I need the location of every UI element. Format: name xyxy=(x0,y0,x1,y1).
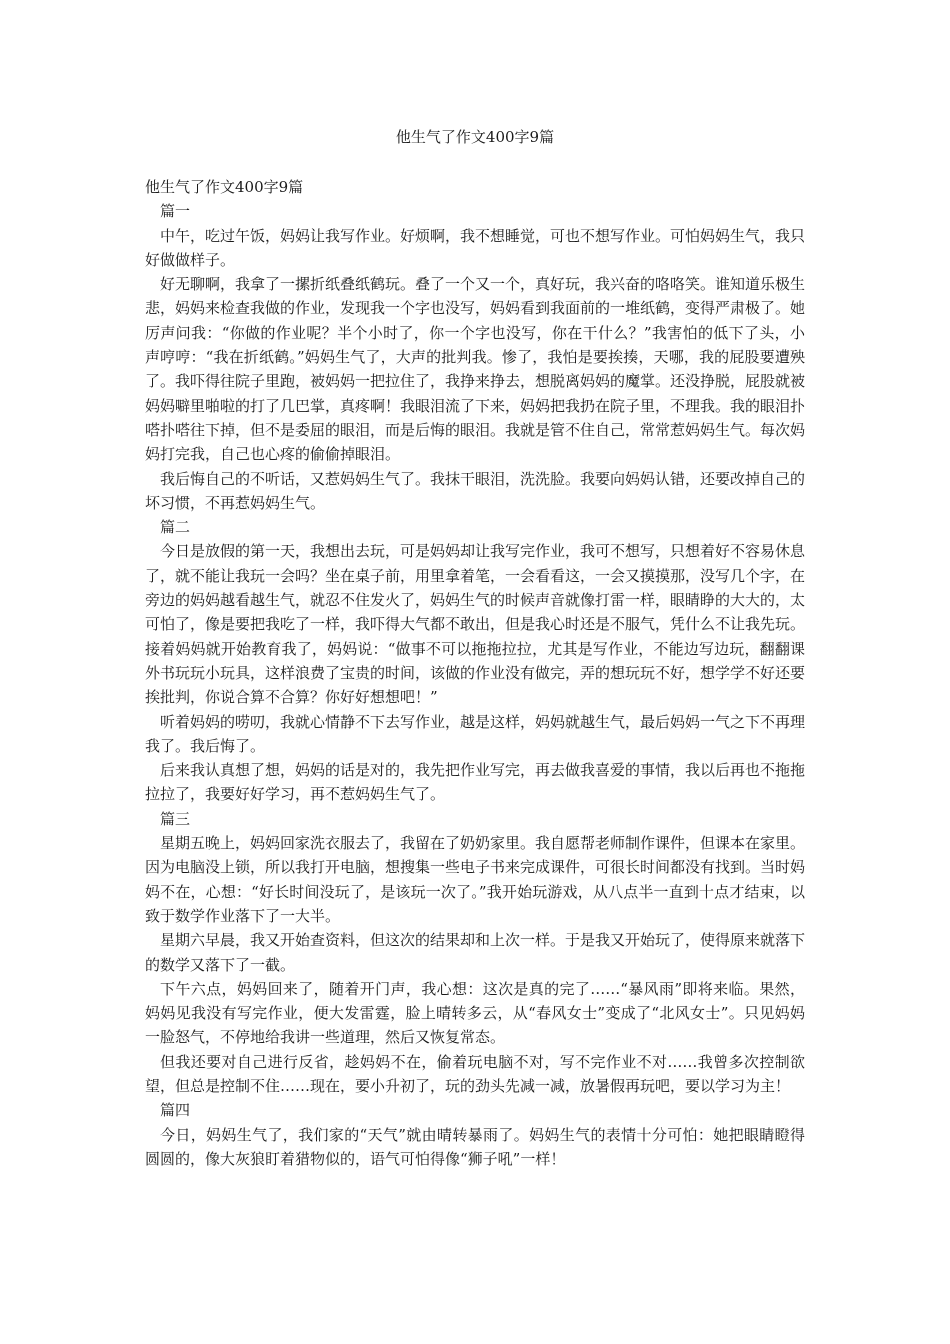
paragraph: 好无聊啊，我拿了一摞折纸叠纸鹤玩。叠了一个又一个，真好玩，我兴奋的咯咯笑。谁知道乐极生悲，妈妈来检查我做的作业，发现我一个字也没写，妈妈看到我面前的一堆纸鹤，变得严肃极了。她厉声问我：“你做的作业呢？半个小时了，你一个字也没写，你在干什么？”我害怕的低下了头，小声哼哼：“我在折纸鹤。”妈妈生气了，大声的批判我。惨了，我怕是要挨揍，天哪，我的屁股要遭殃了。我吓得往院子里跑，被妈妈一把拉住了，我挣来挣去，想脱离妈妈的魔掌。还没挣脱，屁股就被妈妈噼里啪啦的打了几巴掌，真疼啊！我眼泪流了下来，妈妈把我扔在院子里，不理我。我的眼泪扑嗒扑嗒往下掉，但不是委屈的眼泪，而是后悔的眼泪。我就是管不住自己，常常惹妈妈生气。每次妈妈打完我，自己也心疼的偷偷掉眼泪。 xyxy=(145,275,806,464)
paragraph: 星期五晚上，妈妈回家洗衣服去了，我留在了奶奶家里。我自愿帮老师制作课件，但课本在家里。因为电脑没上锁，所以我打开电脑，想搜集一些电子书来完成课件，可很长时间都没有找到。当时妈妈不在，心想：“好长时间没玩了，是该玩一次了。”我开始玩游戏，从八点半一直到十点才结束，以致于数学作业落下了一大半。 xyxy=(145,834,806,925)
paragraph: 下午六点，妈妈回来了，随着开门声，我心想：这次是真的完了……“暴风雨”即将来临。果然，妈妈见我没有写完作业，便大发雷霆，脸上晴转多云，从“春风女士”变成了“北风女士”。只见妈妈一脸怒气，不停地给我讲一些道理，然后又恢复常态。 xyxy=(145,979,805,1047)
paragraph: 我后悔自己的不听话，又惹妈妈生气了。我抹干眼泪，洗洗脸。我要向妈妈认错，还要改掉自己的坏习惯，不再惹妈妈生气。 xyxy=(145,469,806,512)
paragraph: 后来我认真想了想，妈妈的话是对的，我先把作业写完，再去做我喜爱的事情，我以后再也不拖拖拉拉了，我要好好学习，再不惹妈妈生气了。 xyxy=(145,761,806,804)
paragraph: 星期六早晨，我又开始查资料，但这次的结果却和上次一样。于是我又开始玩了，使得原来就落下的数学又落下了一截。 xyxy=(145,931,806,974)
paragraph: 今日，妈妈生气了，我们家的“天气”就由晴转暴雨了。妈妈生气的表情十分可怕：她把眼睛瞪得圆圆的，像大灰狼盯着猎物似的，语气可怕得像“狮子吼”一样！ xyxy=(145,1125,805,1168)
paragraph: 中午，吃过午饭，妈妈让我写作业。好烦啊，我不想睡觉，可也不想写作业。可怕妈妈生气，我只好做做样子。 xyxy=(145,226,806,269)
document-body xyxy=(145,175,805,1171)
section-label-2: 篇二 xyxy=(160,518,191,537)
paragraph: 但我还要对自己进行反省，趁妈妈不在，偷着玩电脑不对，写不完作业不对……我曾多次控制欲望，但总是控制不住……现在，要小升初了，玩的劲头先减一减，放暑假再玩吧，要以学习为主！ xyxy=(145,1052,805,1095)
paragraph: 今日是放假的第一天，我想出去玩，可是妈妈却让我写完作业，我可不想写，只想着好不容易休息了，就不能让我玩一会吗？坐在桌子前，用里拿着笔，一会看看这，一会又摸摸那，没写几个字，在旁边的妈妈越看越生气，就忍不住发火了，妈妈生气的时候声音就像打雷一样，眼睛睁的大大的，太可怕了，像是要把我吃了一样，我吓得大气都不敢出，但是我心时还是不服气，凭什么不让我先玩。接着妈妈就开始教育我了，妈妈说：“做事不可以拖拖拉拉，尤其是写作业，不能边写边玩，翻翻课外书玩玩小玩具，这样浪费了宝贵的时间，该做的作业没有做完，弄的想玩玩不好，想学学不好还要挨批判，你说合算不合算？你好好想想吧！” xyxy=(145,542,806,707)
section-label-4: 篇四 xyxy=(160,1101,191,1120)
section-label-3: 篇三 xyxy=(160,809,191,828)
paragraph: 听着妈妈的唠叨，我就心情静不下去写作业，越是这样，妈妈就越生气，最后妈妈一气之下不再理我了。我后悔了。 xyxy=(145,712,806,755)
section-label-1: 篇一 xyxy=(160,202,191,221)
document-subtitle: 他生气了作文400字9篇 xyxy=(145,178,304,196)
document-title: 他生气了作文400字9篇 xyxy=(395,128,555,146)
